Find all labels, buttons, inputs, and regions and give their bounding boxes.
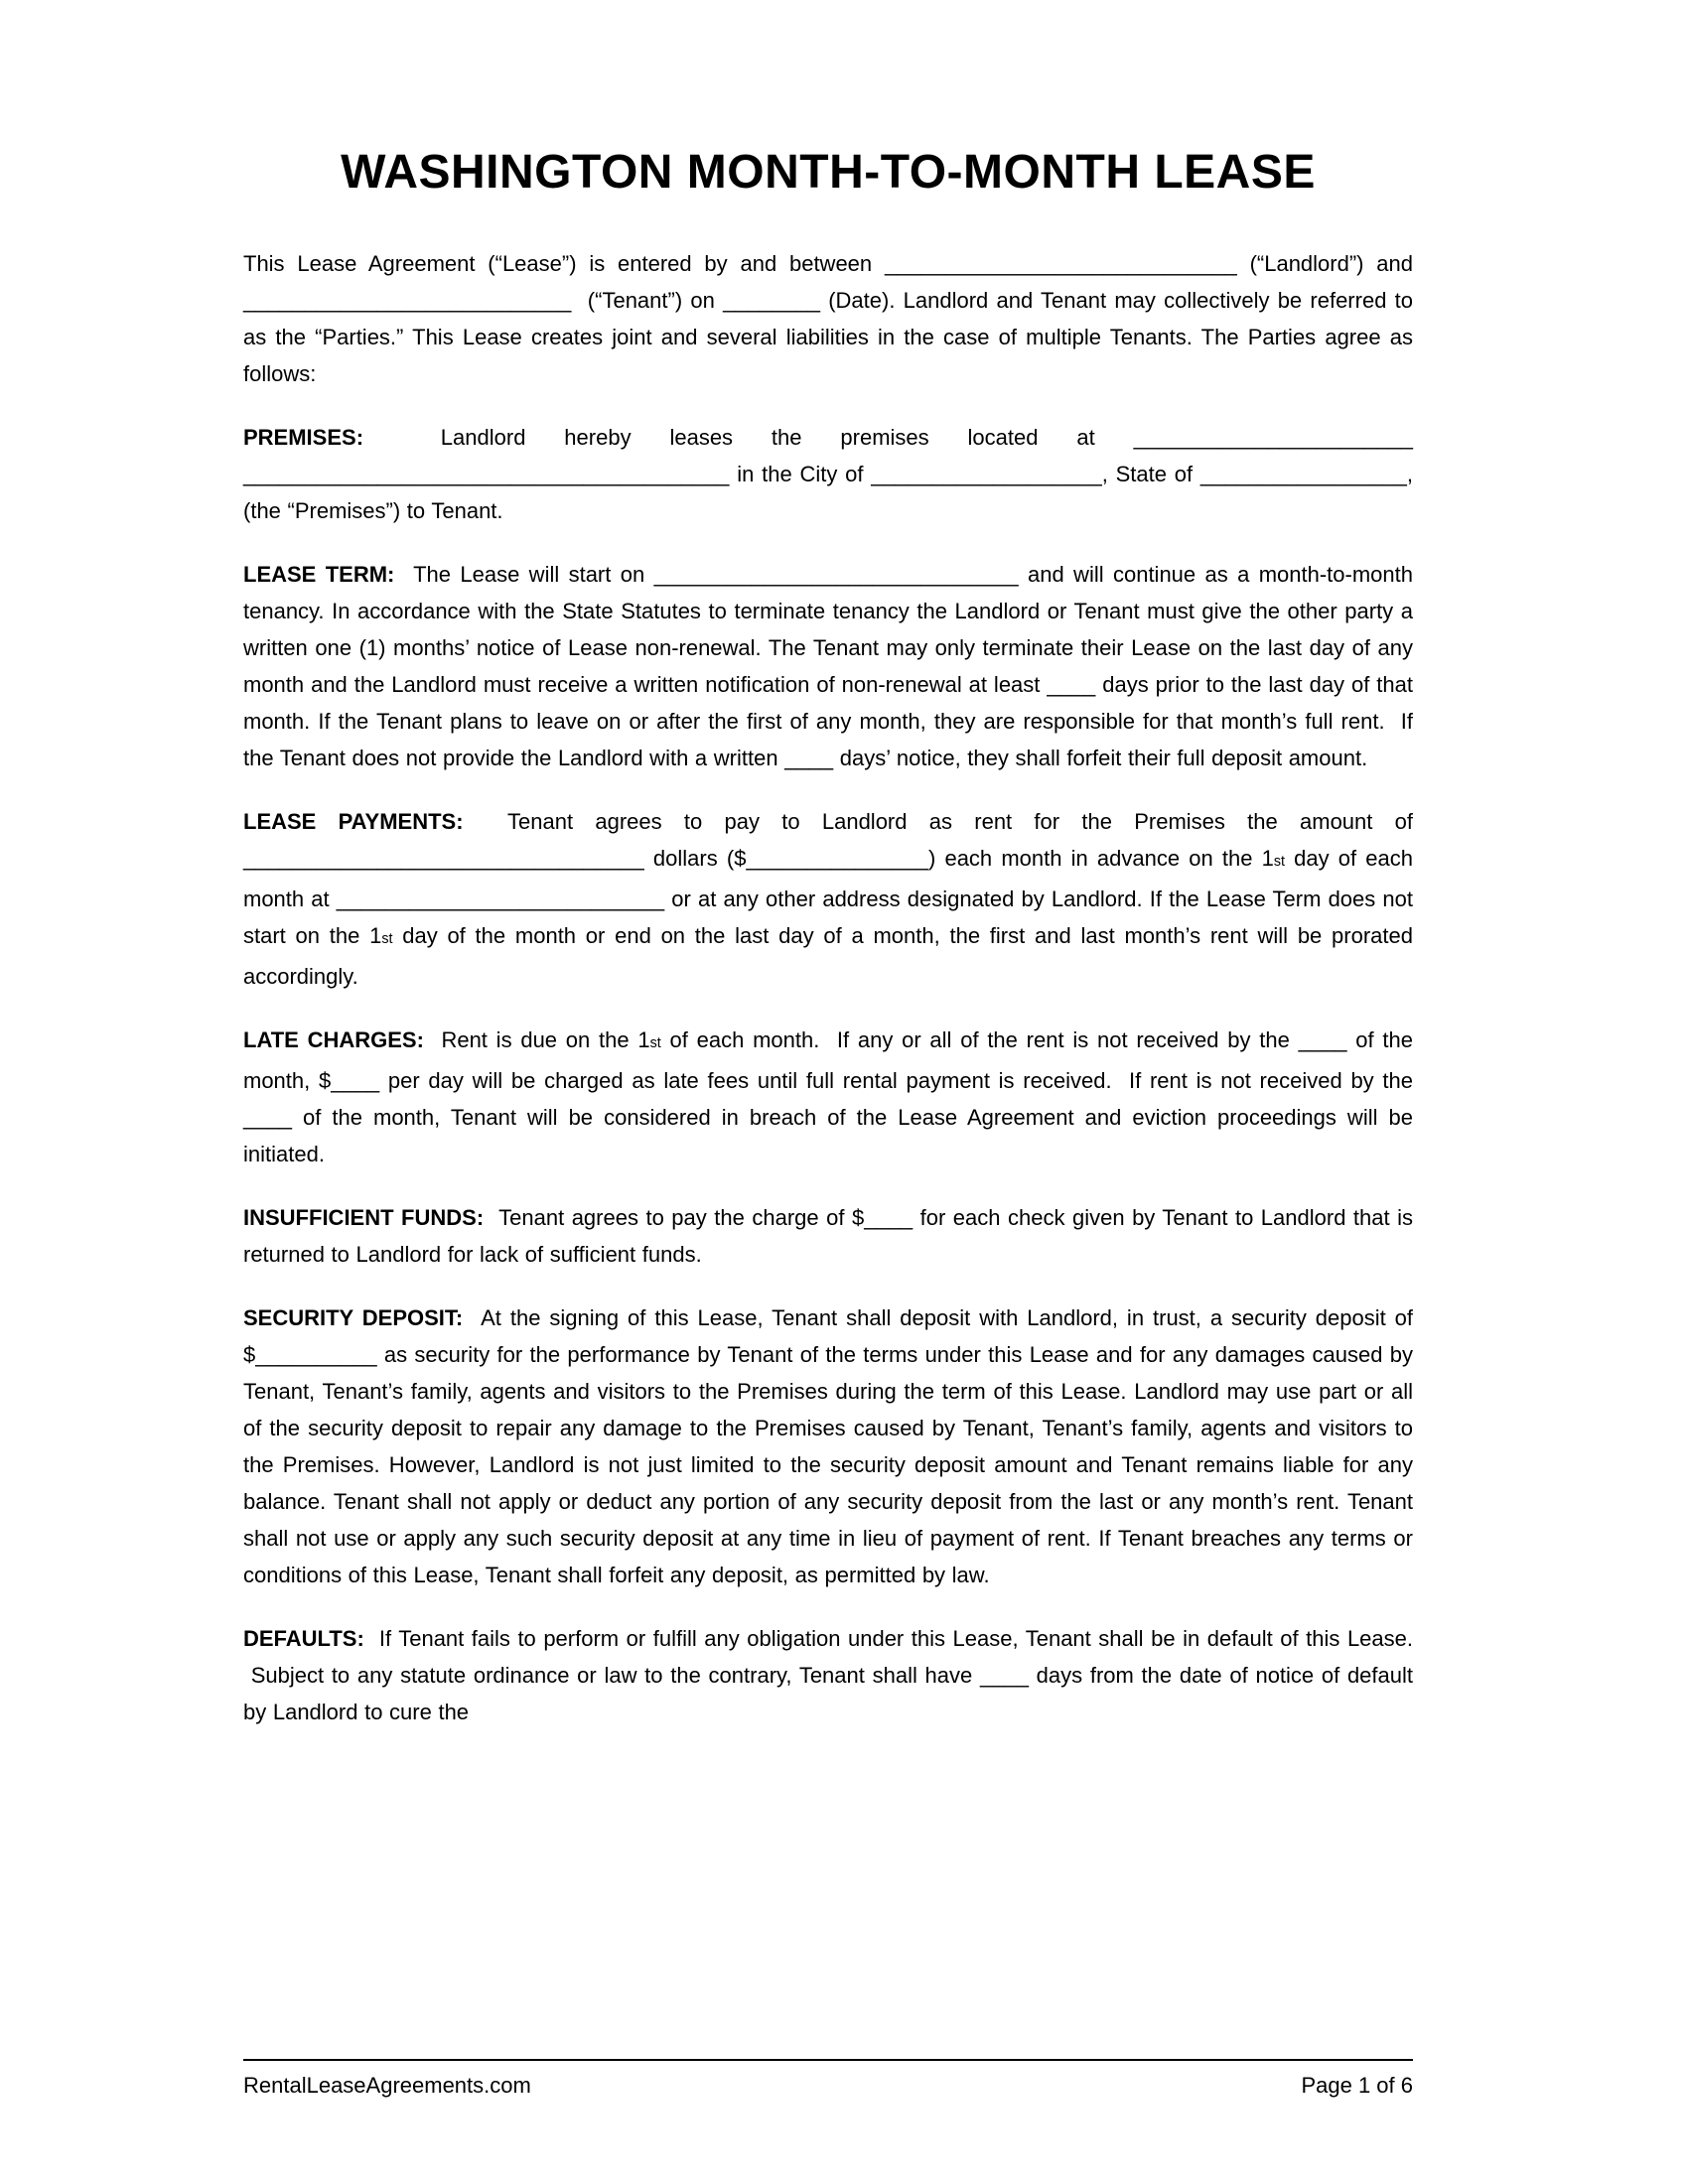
intro-paragraph: This Lease Agreement (“Lease”) is entered by and between _____________________________ (“Landlord”) and ___________________________ (“Tenant”) on ________ (Date). Landlord and Tenant may collectively be referred to as the “Parties.” This Lease creates joint and several liabilities in the case of multiple Tenants. The Parties agree as follows:: [243, 251, 1413, 386]
page-footer: [243, 2059, 1413, 2099]
ordinal-suffix: st: [1273, 854, 1285, 870]
ordinal-suffix: st: [381, 931, 393, 947]
defaults-section: DEFAULTS: If Tenant fails to perform or fulfill any obligation under this Lease, Tenant shall be in default of this Lease. Subject to any statute ordinance or law to the contrary, Tenant shall have ____ days from the date of notice of default by Landlord to cure the: [243, 1626, 1413, 1724]
section-heading: LEASE PAYMENTS:: [243, 809, 464, 834]
premises-section: PREMISES: Landlord hereby leases the premises located at _______________________ ________________________________________ in the City of ___________________, State of _________________, (the “Premises”) to Tenant.: [243, 425, 1413, 523]
footer-site-name: RentalLeaseAgreements.com: [243, 2073, 531, 2098]
footer-page-number: Page 1 of 6: [1301, 2073, 1413, 2098]
section-heading: SECURITY DEPOSIT:: [243, 1305, 464, 1330]
insufficient-funds-section: INSUFFICIENT FUNDS: Tenant agrees to pay the charge of $____ for each check given by Tenant to Landlord that is returned to Landlord for lack of sufficient funds.: [243, 1205, 1414, 1267]
section-heading: LATE CHARGES:: [243, 1027, 424, 1052]
lease-payments-section: LEASE PAYMENTS: Tenant agrees to pay to Landlord as rent for the Premises the amount of _________________________________ dollars ($_______________) each month in advance on the 1st day of each month at ___________________________ or at any other address designated by Landlord. If the Lease Term does not start on the 1st day of the month or end on the last day of a month, the first and last month’s rent will be prorated accordingly.: [243, 809, 1413, 989]
late-charges-section: LATE CHARGES: Rent is due on the 1st of each month. If any or all of the rent is not received by the ____ of the month, $____ per day will be charged as late fees until full rental payment is received. If rent is not received by the ____ of the month, Tenant will be considered in breach of the Lease Agreement and eviction proceedings will be initiated.: [243, 1027, 1413, 1166]
lease-term-section: LEASE TERM: The Lease will start on ______________________________ and will continue as a month-to-month tenancy. In accordance with the State Statutes to terminate tenancy the Landlord or Tenant must give the other party a written one (1) months’ notice of Lease non-renewal. The Tenant may only terminate their Lease on the last day of any month and the Landlord must receive a written notification of non-renewal at least ____ days prior to the last day of that month. If the Tenant plans to leave on or after the first of any month, they are responsible for that month’s full rent. If the Tenant does not provide the Landlord with a written ____ days’ notice, they shall forfeit their full deposit amount.: [243, 562, 1413, 770]
section-heading: DEFAULTS:: [243, 1626, 364, 1651]
section-heading: PREMISES:: [243, 425, 364, 450]
document-content: [243, 145, 1413, 1757]
section-heading: INSUFFICIENT FUNDS:: [243, 1205, 485, 1230]
document-title: WASHINGTON MONTH-TO-MONTH LEASE: [341, 146, 1316, 199]
section-heading: LEASE TERM:: [243, 562, 395, 587]
ordinal-suffix: st: [649, 1035, 661, 1051]
security-deposit-section: SECURITY DEPOSIT: At the signing of this Lease, Tenant shall deposit with Landlord, in trust, a security deposit of $__________ as security for the performance by Tenant of the terms under this Lease and for any damages caused by Tenant, Tenant’s family, agents and visitors to the Premises during the term of this Lease. Landlord may use part or all of the security deposit to repair any damage to the Premises caused by Tenant, Tenant’s family, agents and visitors to the Premises. However, Landlord is not just limited to the security deposit amount and Tenant remains liable for any balance. Tenant shall not apply or deduct any portion of any security deposit from the last or any month’s rent. Tenant shall not use or apply any such security deposit at any time in lieu of payment of rent. If Tenant breaches any terms or conditions of this Lease, Tenant shall forfeit any deposit, as permitted by law.: [243, 1305, 1413, 1587]
document-body: [243, 245, 1413, 1730]
